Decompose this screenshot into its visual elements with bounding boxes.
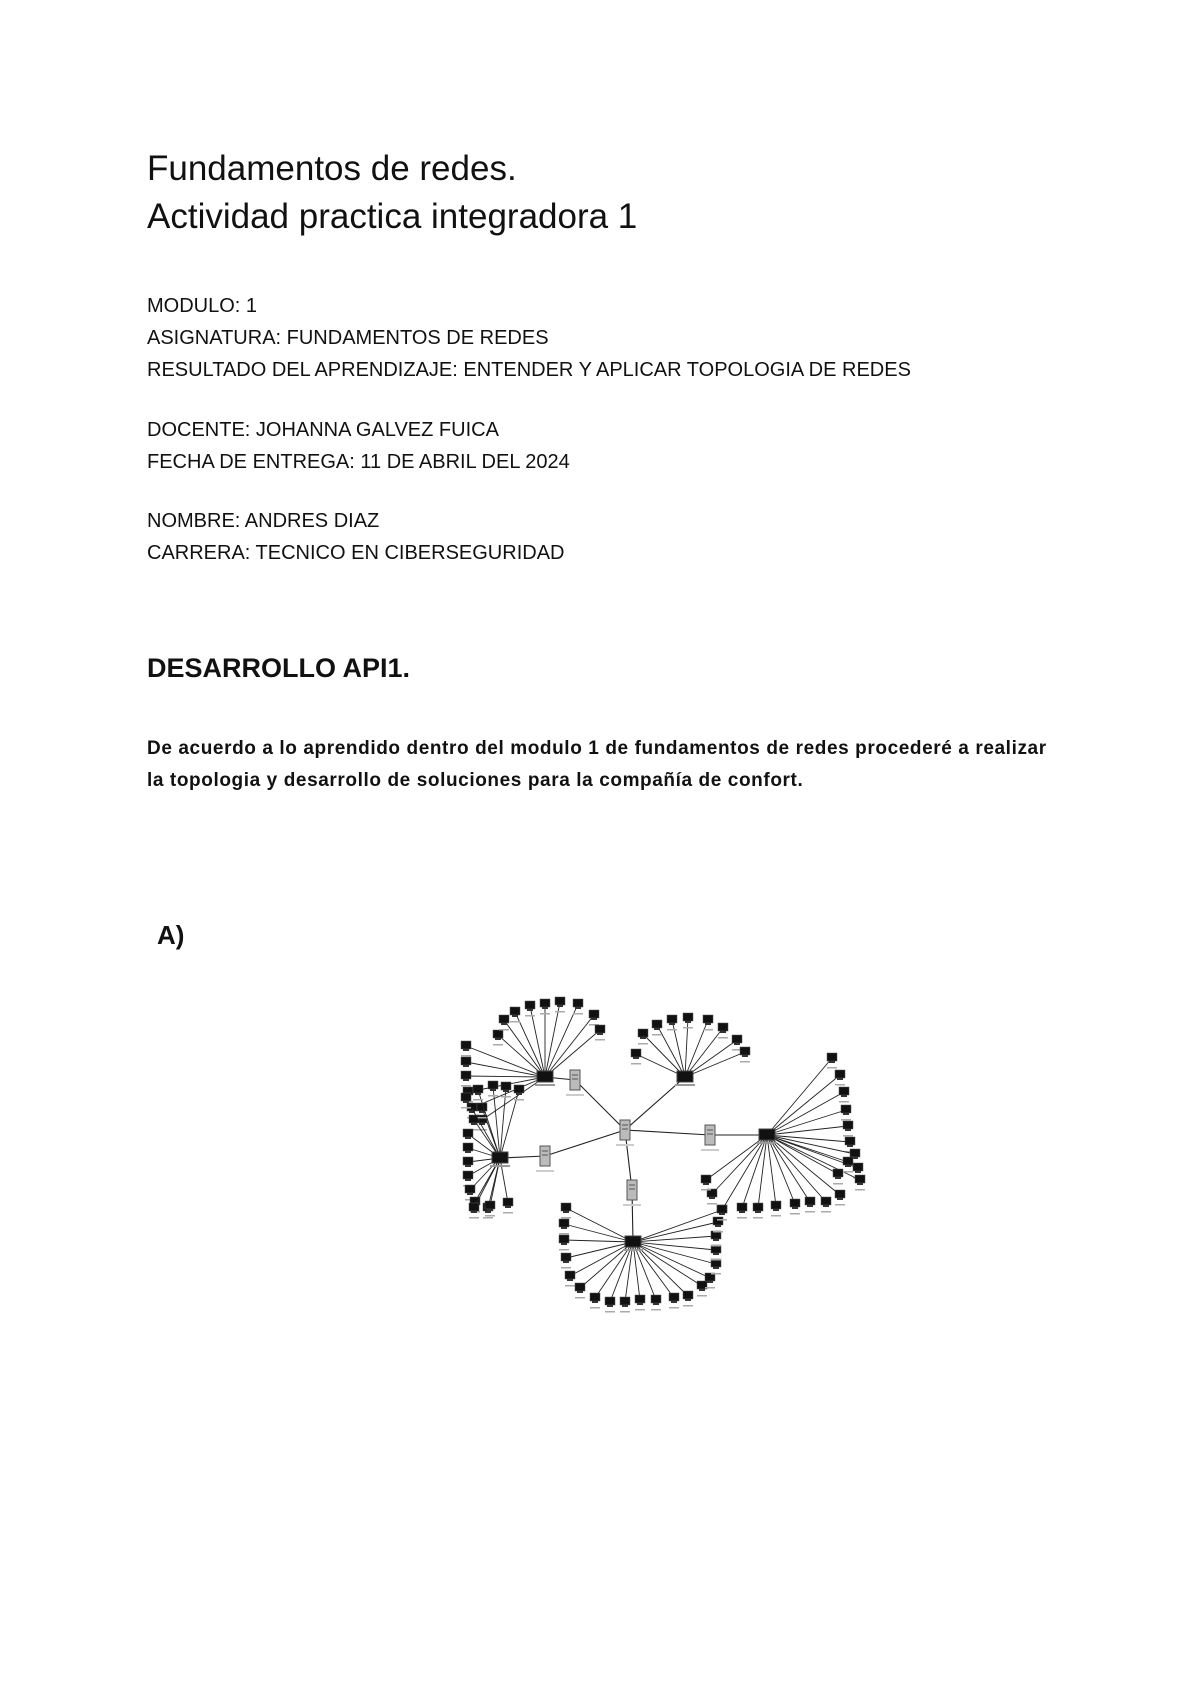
desktop-computer-icon (514, 1085, 524, 1093)
desktop-computer-icon (843, 1157, 853, 1165)
switch-icon (492, 1152, 508, 1163)
document-subtitle: Actividad practica integradora 1 (147, 197, 638, 236)
asignatura-line: ASIGNATURA: FUNDAMENTOS DE REDES (147, 327, 549, 349)
desktop-computer-icon (841, 1105, 851, 1113)
desktop-computer-icon (703, 1015, 713, 1023)
desktop-computer-icon (835, 1190, 845, 1198)
desktop-computer-icon (503, 1198, 513, 1206)
desktop-computer-icon (559, 1219, 569, 1227)
section-heading: DESARROLLO API1. (147, 653, 411, 683)
desktop-computer-icon (575, 1283, 585, 1291)
student-info (147, 505, 564, 569)
desktop-computer-icon (667, 1015, 677, 1023)
desktop-computer-icon (595, 1025, 605, 1033)
desktop-computer-icon (827, 1053, 837, 1061)
desktop-computer-icon (501, 1082, 511, 1090)
desktop-computer-icon (740, 1047, 750, 1055)
desktop-computer-icon (463, 1143, 473, 1151)
modulo-line: MODULO: 1 (147, 295, 258, 317)
desktop-computer-icon (463, 1171, 473, 1179)
desktop-computer-icon (488, 1081, 498, 1089)
desktop-computer-icon (463, 1157, 473, 1165)
desktop-computer-icon (855, 1175, 865, 1183)
desktop-computer-icon (717, 1205, 727, 1213)
docente-line: DOCENTE: JOHANNA GALVEZ FUICA (147, 419, 499, 441)
desktop-computer-icon (469, 1203, 479, 1211)
document-title: Fundamentos de redes. (147, 149, 517, 188)
desktop-computer-icon (805, 1197, 815, 1205)
desktop-computer-icon (493, 1030, 503, 1038)
fecha-line: FECHA DE ENTREGA: 11 DE ABRIL DEL 2024 (147, 451, 570, 473)
desktop-computer-icon (461, 1041, 471, 1049)
desktop-computer-icon (839, 1087, 849, 1095)
desktop-computer-icon (555, 997, 565, 1005)
desktop-computer-icon (737, 1203, 747, 1211)
switch-icon (677, 1071, 693, 1082)
desktop-computer-icon (477, 1103, 487, 1111)
desktop-computer-icon (620, 1297, 630, 1305)
desktop-computer-icon (561, 1203, 571, 1211)
desktop-computer-icon (473, 1085, 483, 1093)
server-tower-icon (540, 1146, 550, 1166)
desktop-computer-icon (683, 1291, 693, 1299)
desktop-computer-icon (589, 1010, 599, 1018)
desktop-computer-icon (461, 1093, 471, 1101)
resultado-line: RESULTADO DEL APRENDIZAJE: ENTENDER Y APLICAR TOPOLOGIA DE REDES (147, 359, 911, 381)
server-tower-icon (620, 1120, 630, 1140)
desktop-computer-icon (771, 1201, 781, 1209)
course-info (147, 290, 911, 386)
desktop-computer-icon (850, 1149, 860, 1157)
desktop-computer-icon (510, 1007, 520, 1015)
desktop-computer-icon (499, 1015, 509, 1023)
desktop-computer-icon (540, 999, 550, 1007)
desktop-computer-icon (790, 1199, 800, 1207)
desktop-computer-icon (713, 1217, 723, 1225)
desktop-computer-icon (590, 1293, 600, 1301)
desktop-computer-icon (853, 1163, 863, 1171)
desktop-computer-icon (465, 1185, 475, 1193)
desktop-computer-icon (718, 1023, 728, 1031)
desktop-computer-icon (635, 1295, 645, 1303)
server-tower-icon (705, 1125, 715, 1145)
server-tower-icon (570, 1070, 580, 1090)
desktop-computer-icon (559, 1235, 569, 1243)
figure-label: A) (157, 920, 185, 950)
switch-icon (759, 1129, 775, 1140)
desktop-computer-icon (463, 1129, 473, 1137)
desktop-computer-icon (753, 1203, 763, 1211)
desktop-computer-icon (565, 1271, 575, 1279)
desktop-computer-icon (835, 1070, 845, 1078)
desktop-computer-icon (631, 1049, 641, 1057)
switch-icon (537, 1071, 553, 1082)
desktop-computer-icon (651, 1295, 661, 1303)
desktop-computer-icon (461, 1071, 471, 1079)
desktop-computer-icon (573, 999, 583, 1007)
desktop-computer-icon (683, 1013, 693, 1021)
carrera-line: CARRERA: TECNICO EN CIBERSEGURIDAD (147, 542, 565, 564)
desktop-computer-icon (669, 1293, 679, 1301)
intro-paragraph: De acuerdo a lo aprendido dentro del modulo 1 de fundamentos de redes procederé a realizar la topologia y desarrollo de soluciones para la compañía de confort. (147, 738, 1047, 791)
desktop-computer-icon (821, 1197, 831, 1205)
desktop-computer-icon (845, 1137, 855, 1145)
desktop-computer-icon (561, 1253, 571, 1261)
desktop-computer-icon (525, 1001, 535, 1009)
desktop-computer-icon (833, 1169, 843, 1177)
switch-icon (625, 1236, 641, 1247)
desktop-computer-icon (605, 1297, 615, 1305)
desktop-computer-icon (732, 1035, 742, 1043)
desktop-computer-icon (638, 1029, 648, 1037)
delivery-info (147, 414, 570, 478)
network-topology-diagram (460, 980, 1000, 1340)
desktop-computer-icon (461, 1057, 471, 1065)
server-tower-icon (627, 1180, 637, 1200)
desktop-computer-icon (843, 1121, 853, 1129)
desktop-computer-icon (701, 1175, 711, 1183)
topology-svg (460, 980, 1000, 1340)
desktop-computer-icon (485, 1201, 495, 1209)
nombre-line: NOMBRE: ANDRES DIAZ (147, 510, 380, 532)
desktop-computer-icon (652, 1020, 662, 1028)
